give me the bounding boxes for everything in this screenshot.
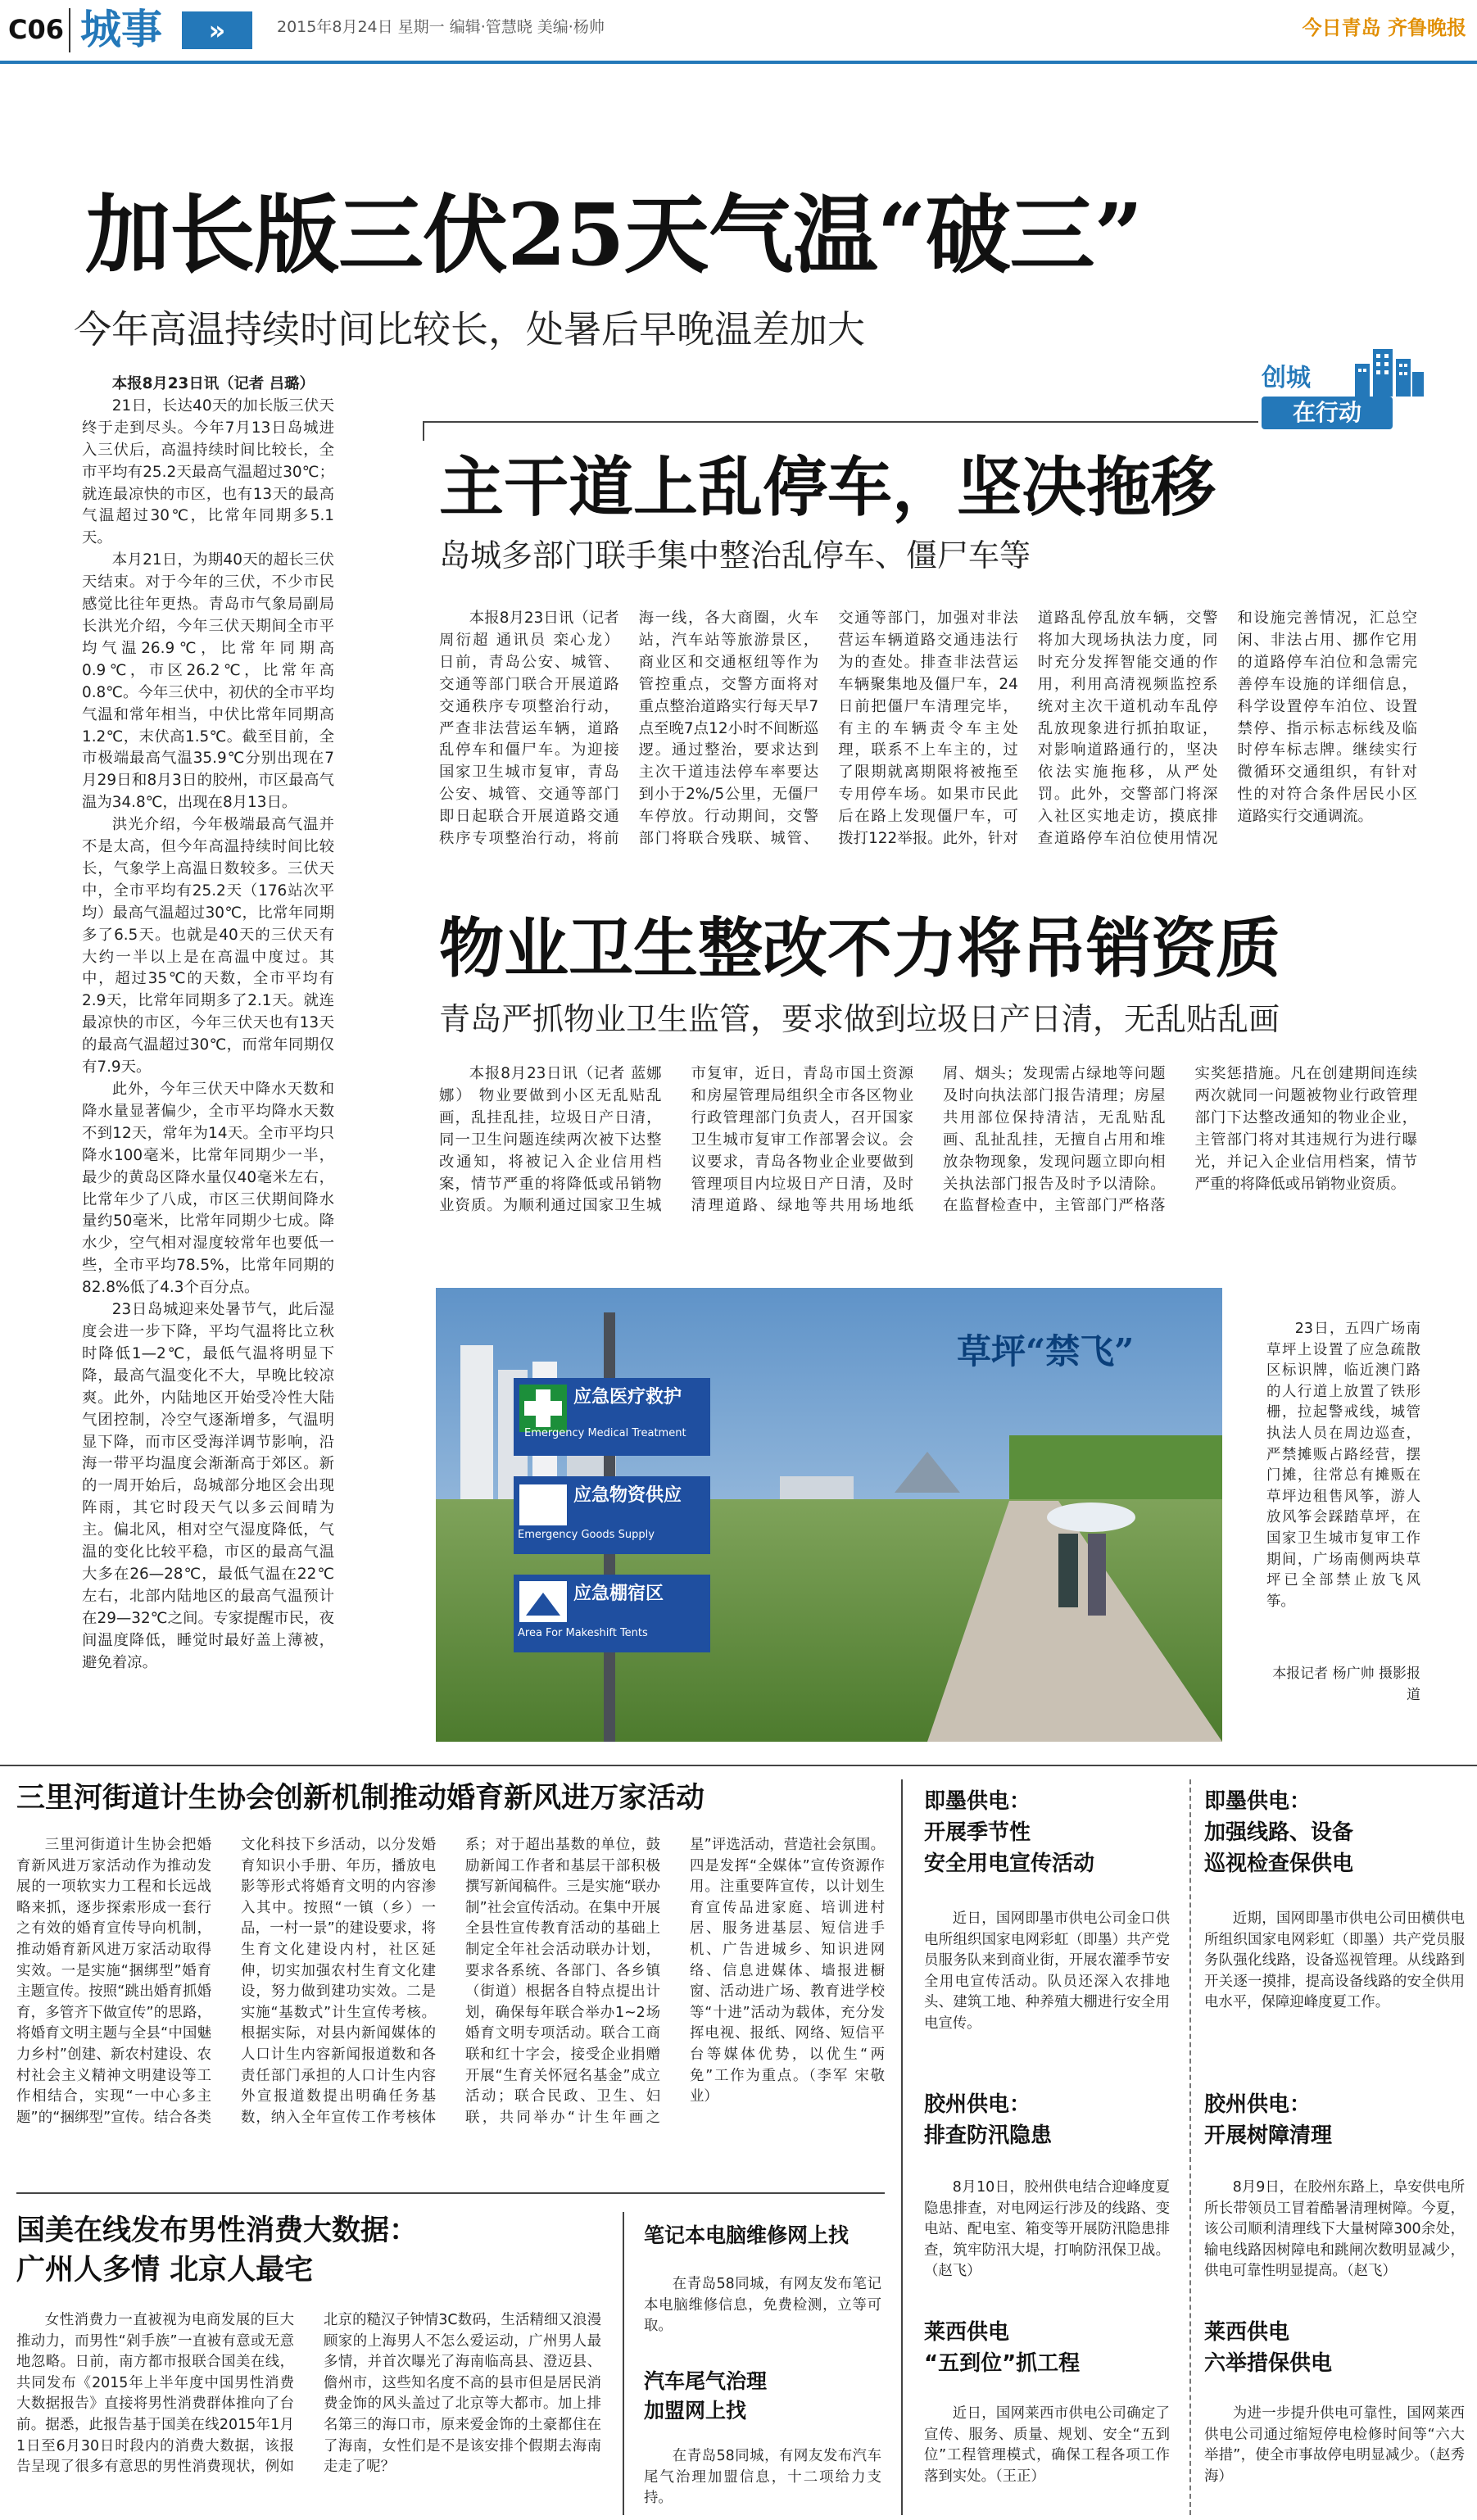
lead-paragraph: 21日，长达40天的加长版三伏天终于走到尽头。今年7月13日岛城进入三伏后，高温持续时间比较长，全市平均有25.2天最高气温超过30℃；就连最凉快的市区，也有13天的最高气温超过30℃，比常年同期多5.1天。 [82, 397, 334, 547]
power-title-line: 六举措保供电 [1204, 2351, 1333, 2376]
lead-paragraph: 洪光介绍，今年极端最高气温并不是太高，但今年高温持续时间比较长，气象学上高温日数较多。三伏天中，全市平均有25.2天（176站次平均）最高气温超过30℃，比常年同期多了6.5天。也就是40天的三伏天有大约一半以上是在高温中度过。其中，超过35℃的天数，全市平均有2.9天，比常年同期多了2.1天。就连最凉快的市区，今年三伏天也有13天的最高气温超过30℃，而常年同期仅有7.9天。 [82, 816, 334, 1076]
property-subheadline: 青岛严抓物业卫生监管，要求做到垃圾日产日清，无乱贴乱画 [439, 1001, 1280, 1037]
photo-credit: 本报记者 杨广帅 摄影报道 [1272, 1666, 1420, 1703]
ad-separator [623, 2212, 624, 2515]
power-title-line: 胶州供电： [924, 2092, 1031, 2117]
power-title-line: 胶州供电： [1204, 2092, 1312, 2117]
sign3-label-cn: 应急棚宿区 [573, 1584, 664, 1604]
lead-headline: 加长版三伏25天气温“破三” [85, 184, 1143, 285]
power-text: 近日，国网即墨市供电公司金口供电所组织国家电网彩虹（即墨）共产党员服务队来到商业街，开展农灌季节安全用电宣传活动。队员还深入农排地头、建筑工地、种养殖大棚进行安全用电宣传。 [924, 1910, 1170, 2032]
gome-article: 女性消费力一直被视为电商发展的巨大推动力，而男性“剁手族”一直被有意或无意地忽略。日前，南方都市报联合国美在线，共同发布《2015年上半年度中国男性消费大数据报告》直接将男性消费群体推向了台前。据悉，此报告基于国美在线2015年1月1日至6月30日时段内的消费大数据，该报告呈现了很多有意思的男性消费现状，例如北京的糙汉子钟情3C数码，生活精细又浪漫顾家的上海男人不怎么爱运动，广州男人最多情，并首次曝光了海南临高县、澄迈县、儋州市，这些知名度不高的县市但是居民消费金饰的风头盖过了北京等大都市。加上排名第三的海口市，原来爱金饰的土豪都住在了海南，女性们是不是该安排个假期去海南走走了呢？ [16, 2312, 601, 2476]
power-title-line: 排查防汛隐患 [924, 2123, 1053, 2148]
power-column-separator [901, 1779, 903, 2515]
power-item-laixi-2 [1204, 2317, 1465, 2515]
sign2-label-en: Emergency Goods Supply [518, 1529, 655, 1541]
power-item-jiaozhou-2 [1204, 2089, 1465, 2310]
sign1-label-cn: 应急医疗救护 [573, 1387, 682, 1407]
parking-subheadline: 岛城多部门联手集中整治乱停车、僵尸车等 [439, 537, 1031, 573]
lead-byline: 本报8月23日讯（记者 吕璐） [111, 375, 315, 392]
header-divider [69, 8, 70, 52]
power-title-line: 莱西供电 [1204, 2320, 1290, 2345]
lead-subheadline: 今年高温持续时间比较长，处暑后早晚温差加大 [74, 307, 865, 351]
photo-headline: 草坪“禁飞” [957, 1331, 1135, 1371]
block-frame-top [423, 421, 1258, 423]
power-title-line: 即墨供电： [1204, 1789, 1312, 1814]
power-title-line: 加强线路、设备 [1204, 1820, 1354, 1845]
sign1-label-en: Emergency Medical Treatment [524, 1427, 686, 1439]
lead-paragraph: 本月21日，为期40天的超长三伏天结束。对于今年的三伏，不少市民感觉比往年更热。青岛市气象局副局长洪光介绍，今年三伏天期间全市平均气温26.9℃，比常年同期高0.9℃，市区26.2℃，比常年高0.8℃。今年三伏中，初伏的全市平均气温和常年相当，中伏比常年同期高1.2℃，末伏高1.5℃。截至目前，全市极端最高气温35.9℃分别出现在7月29日和8月3日的胶州，市区最高气温为34.8℃，出现在8月13日。 [82, 551, 334, 812]
power-title-line: 巡视检查保供电 [1204, 1851, 1354, 1876]
power-title-line: 莱西供电 [924, 2320, 1010, 2345]
exhaust-text: 在青岛58同城，有网友发布汽车尾气治理加盟信息，十二项给力支持。 [644, 2448, 881, 2507]
power-item-jimo-2 [1204, 1786, 1465, 2097]
power-item-laixi-1 [924, 2317, 1170, 2515]
notebook-text: 在青岛58同城，有网友发布笔记本电脑维修信息，免费检测，立等可取。 [644, 2276, 881, 2335]
power-title-line: 安全用电宣传活动 [924, 1851, 1095, 1876]
power-title-line: 即墨供电： [924, 1789, 1031, 1814]
gome-headline-1: 国美在线发布男性消费大数据： [16, 2214, 419, 2247]
lead-paragraph: 23日岛城迎来处暑节气，此后湿度会进一步下降，平均气温将比立秋时降低1—2℃，最低气温将明显下降，最高气温变化不大，早晚比较凉爽。此外，内陆地区开始受冷性大陆气团控制，冷空气逐渐增多，气温明显下降，而市区受海洋调节影响，沿海一带平均温度会渐渐高于郊区。新的一周开始后，岛城部分地区会出现阵雨，其它时段天气以多云间晴为主。偏北风，相对空气湿度降低，气温的变化比较平稳，市区的最高气温大多在26—28℃，最低气温在22℃左右，北部内陆地区的最高气温预计在29—32℃之间。专家提醒市民，夜间温度降低，睡觉时最好盖上薄被，避免着凉。 [82, 1301, 334, 1671]
sanlihe-article: 三里河街道计生协会把婚育新风进万家活动作为推动发展的一项软实力工程和长远战略来抓，逐步探索形成一套行之有效的婚育宣传导向机制，推动婚育新风进万家活动取得实效。一是实施“捆绑型”婚育主题宣传。按照“跳出婚育抓婚育，多管齐下做宣传”的思路，将婚育文明主题与全县“中国魅力乡村”创建、新农村建设、农村社会主义精神文明建设等工作相结合，实现“一中心多主题”的“捆绑型”宣传。结合各类文化科技下乡活动，以分发婚育知识小手册、年历，播放电影等形式将婚育文明的内容渗入其中。按照“一镇（乡）一品，一村一景”的建设要求，将生育文化建设内村，社区延伸，切实加强农村生育文化建设，努力做到建功实效。二是实施“基数式”计生宣传考核。根据实际，对县内新闻媒体的人口计生内容新闻报道数和各责任部门承担的人口计生内容外宣报道数提出明确任务基数，纳入全年宣传工作考核体系；对于超出基数的单位，鼓励新闻工作者和基层干部积极撰写新闻稿件。三是实施“联办制”社会宣传活动。在集中开展全县性宣传教育活动的基础上制定全年社会活动联办计划，要求各系统、各部门、各乡镇（街道）根据各自特点提出计划，确保每年联合举办1~2场婚育文明专项活动。联合工商联和红十字会，接受企业捐赠开展“生育关怀冠名基金”成立活动；联合民政、卫生、妇联，共同举办“计生年画之星”评选活动，营造社会氛围。四是发挥“全媒体”宣传资源作用。注重要阵宣传，以计划生育宣传品进家庭、培训进村居、服务进基层、短信进手机、广告进城乡、知识进网络、信息进媒体、墙报进橱窗、活动进广场、教育进学校等“十进”活动为载体，充分发挥电视、报纸、网络、短信平台等媒体优势，以优生“两免”工作为重点。（李军 宋敬业） [16, 1837, 885, 2126]
property-article: 本报8月23日讯（记者 蓝娜娜） 物业要做到小区无乱贴乱画，乱挂乱挂，垃圾日产日清，同一卫生问题连续两次被下达整改通知，将被记入企业信用档案，情节严重的将降低或吊销物业资质。为顺利通过国家卫生城市复审，近日，青岛市国土资源和房屋管理局组织全市各区物业行政管理部门负责人，召开国家卫生城市复审工作部署会议。会议要求，青岛各物业企业要做到管理项目内垃圾日产日清，及时清理道路、绿地等共用场地纸屑、烟头；发现需占绿地等问题及时向执法部门报告清理；房屋共用部位保持清洁，无乱贴乱画、乱扯乱挂，无擅自占用和堆放杂物现象，发现问题立即向相关执法部门报告及时予以清除。在监督检查中，主管部门严格落实奖惩措施。凡在创建期间连续两次就同一问题被物业行政管理部门下达整改通知的物业企业，主管部门将对其违规行为进行曝光，并记入企业信用档案，情节严重的将降低或吊销物业资质。 [439, 1065, 1417, 1215]
power-text: 8月10日，胶州供电结合迎峰度夏隐患排查，对电网运行涉及的线路、变电站、配电室、箱变等开展防汛隐患排查，筑牢防汛大堤，打响防汛保卫战。（赵飞） [924, 2179, 1170, 2280]
power-text: 近期，国网即墨市供电公司田横供电所组织国家电网彩虹（即墨）共产党员服务队强化线路，设备巡视管理。从线路到开关逐一摸排，提高设备线路的安全供用电水平，保障迎峰度夏工作。 [1204, 1910, 1465, 2011]
section-arrow-icon: » [182, 11, 252, 49]
power-text: 近日，国网莱西市供电公司确定了宣传、服务、质量、规划、安全“五到位”工程管理模式，确保工程各项工作落到实处。（王正） [924, 2405, 1170, 2485]
section-name: 城事 [80, 6, 162, 53]
power-text: 为进一步提升供电可靠性，国网莱西供电公司通过缩短停电检修时间等“六大举措”，使全市事故停电明显减少。（赵秀海） [1204, 2405, 1465, 2485]
power-item-jimo-1 [924, 1786, 1170, 2097]
power-text: 8月9日，在胶州东路上，阜安供电所所长带领员工冒着酷暑清理树障。今夏，该公司顺利清理线下大量树障300余处，输电线路因树障电和跳闸次数明显减少，供电可靠性明显提高。（赵飞） [1204, 2179, 1465, 2280]
sign3-label-en: Area For Makeshift Tents [518, 1627, 648, 1639]
issue-meta: 2015年8月24日 星期一 编辑·管慧晓 美编·杨帅 [277, 18, 605, 36]
exhaust-headline-1: 汽车尾气治理 [644, 2369, 768, 2393]
exhaust-headline-2: 加盟网上找 [644, 2399, 747, 2423]
sign2-label-cn: 应急物资供应 [573, 1485, 682, 1506]
gome-headline-2: 广州人多情 北京人最宅 [16, 2253, 314, 2287]
power-dotted-divider [1189, 1779, 1191, 2515]
masthead-right: 今日青岛 齐鲁晚报 [1302, 16, 1466, 39]
page-number: C06 [8, 14, 65, 45]
block-frame-left [423, 421, 424, 441]
building-icon [1352, 344, 1427, 397]
power-title-line: “五到位”抓工程 [924, 2351, 1081, 2376]
bottom-divider [0, 1765, 1477, 1766]
power-item-jiaozhou-1 [924, 2089, 1170, 2310]
power-title-line: 开展树障清理 [1204, 2123, 1333, 2148]
sanlihe-headline: 三里河街道计生协会创新机制推动婚育新风进万家活动 [16, 1781, 705, 1815]
campaign-badge-bottom: 在行动 [1262, 397, 1393, 429]
photo-caption: 23日，五四广场南草坪上设置了应急疏散区标识牌，临近澳门路的人行道上放置了铁形栅，拉起警戒线，城管执法人员在周边巡查，严禁摊贩占路经营，摆门摊，往常总有摊贩在草坪边租售风筝，游人放风筝会踩踏草坪，在国家卫生城市复审工作期间，广场南侧两块草坪已全部禁止放飞风筝。 [1266, 1321, 1420, 1610]
mid-rule [16, 2192, 885, 2194]
notebook-headline: 笔记本电脑维修网上找 [644, 2223, 850, 2247]
parking-article: 本报8月23日讯（记者 周衍超 通讯员 栾心龙） 日前，青岛公安、城管、交通等部门联合开展道路交通秩序专项整治行动，严查非法营运车辆，道路乱停车和僵尸车。为迎接国家卫生城市复审，青岛公安、城管、交通等部门即日起联合开展道路交通秩序专项整治行动，将前海一线，各大商圈，火车站，汽车站等旅游景区，商业区和交通枢纽等作为管控重点，交警方面将对重点整治道路实行每天早7点至晚7点12小时不间断巡逻。通过整治，要求达到主次干道违法停车率要达到小于2%/5公里，无僵尸车停放。行动期间，交警部门将联合残联、城管、交通等部门，加强对非法营运车辆道路交通违法行为的查处。排查非法营运车辆聚集地及僵尸车，24日前把僵尸车清理完毕，有主的车辆责令车主处理，联系不上车主的，过了限期就离期限将被拖至专用停车场。如果市民此后在路上发现僵尸车，可拨打122举报。此外，针对道路乱停乱放车辆，交警将加大现场执法力度，同时充分发挥智能交通的作用，利用高清视频监控系统对主次干道机动车乱停乱放现象进行抓拍取证，对影响道路通行的，坚决依法实施拖移，从严处罚。此外，交警部门将深入社区实地走访，摸底排查道路停车泊位使用情况和设施完善情况，汇总空闲、非法占用、挪作它用的道路停车泊位和急需完善停车设施的详细信息，科学设置停车泊位、设置禁停、指示标志标线及临时停车标志牌。继续实行微循环交通组织，有针对性的对符合条件居民小区道路实行交通调流。 [439, 610, 1417, 848]
power-title-line: 开展季节性 [924, 1820, 1031, 1845]
campaign-badge-top: 创城 [1262, 364, 1311, 392]
lead-paragraph: 此外，今年三伏天中降水天数和降水量显著偏少，全市平均降水天数不到12天，常年为14天。全市平均只降水100毫米，比常年同期少一半，最少的黄岛区降水量仅40毫米左右，比常年少了八成，市区三伏期间降水量约50毫米，比常年同期少七成。降水少，空气相对湿度较常年也要低一些，全市平均78.5%，比常年同期的82.8%低了4.3个百分点。 [82, 1081, 334, 1297]
property-headline: 物业卫生整改不力将吊销资质 [439, 910, 1280, 986]
header-rule [0, 61, 1477, 64]
parking-headline: 主干道上乱停车，坚决拖移 [439, 449, 1216, 525]
